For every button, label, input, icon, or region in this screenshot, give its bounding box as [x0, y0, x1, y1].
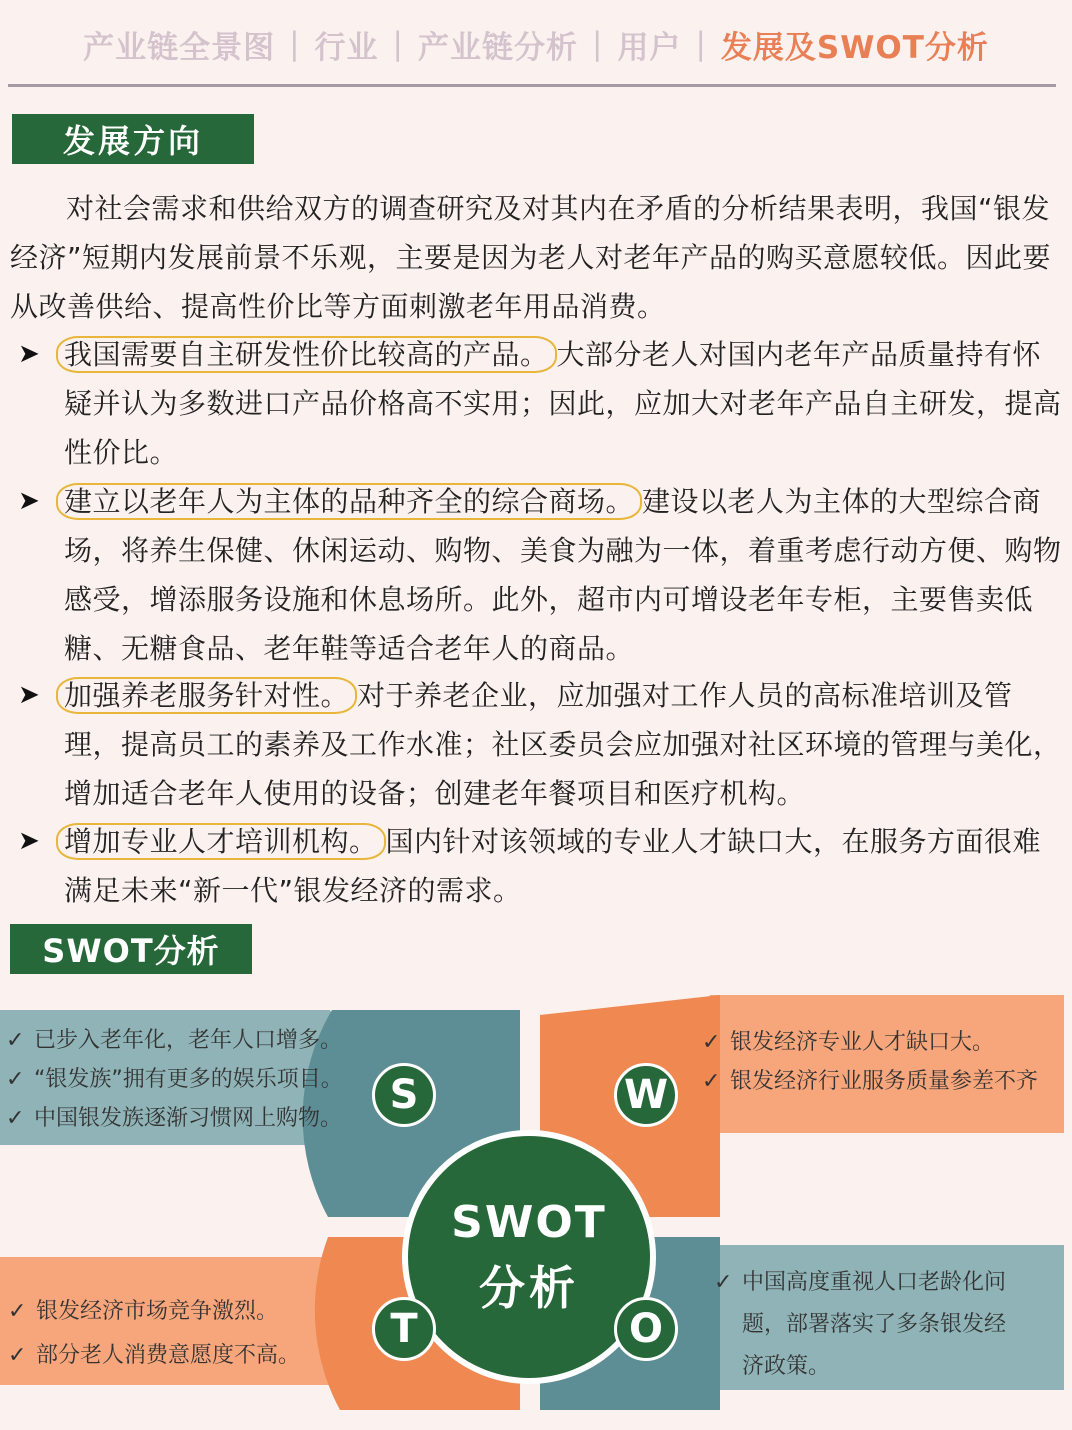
arrow-bullet-icon: ➤	[18, 339, 41, 369]
nav-separator: |	[591, 26, 604, 62]
check-icon: ✓	[8, 1343, 27, 1368]
nav-divider	[8, 84, 1056, 87]
w-letter-badge: W	[614, 1063, 678, 1127]
nav-separator: |	[289, 26, 301, 62]
o-letter-badge: O	[614, 1297, 678, 1361]
highlighted-phrase: 增加专业人才培训机构。	[56, 823, 386, 860]
opportunity-item-continued: 题，部署落实了多条银发经	[742, 1312, 1007, 1337]
center-subtitle: 分析	[479, 1260, 579, 1315]
tab-users[interactable]: 用户	[617, 29, 682, 66]
opportunity-item-continued: 济政策。	[742, 1354, 831, 1379]
threat-item: ✓ 银发经济市场竞争激烈。	[8, 1290, 300, 1334]
bullet-text: 对于养老企业，应加强对工作人员的高标准培训及管理，提高员工的素养及工作水准；社区委员会应加强对社区环境的管理与美化，增加适合老年人使用的设备；创建老年餐项目和医疗机构。	[64, 679, 1062, 810]
tab-industry-chain-map[interactable]: 产业链全景图	[83, 29, 276, 66]
bullet-item	[18, 817, 1062, 915]
weakness-item: ✓ 银发经济行业服务质量参差不齐	[702, 1062, 1038, 1101]
tab-industry[interactable]: 行业	[314, 29, 379, 66]
bullet-text: 建设以老人为主体的大型综合商场，将养生保健、休闲运动、购物、美食为融为一体，着重考虑行动方便、购物感受，增添服务设施和休息场所。此外，超市内可增设老年专柜，主要售卖低糖、无糖食品、老年鞋等适合老年人的商品。	[64, 485, 1062, 665]
intro-paragraph: 对社会需求和供给双方的调查研究及对其内在矛盾的分析结果表明，我国“银发经济”短期内发展前景不乐观，主要是因为老人对老年产品的购买意愿较低。因此要从改善供给、提高性价比等方面刺激老年用品消费。	[10, 192, 1052, 323]
section-title-swot: SWOT分析	[10, 924, 252, 974]
check-icon: ✓	[702, 1069, 721, 1094]
check-icon: ✓	[714, 1270, 733, 1295]
highlighted-phrase: 建立以老年人为主体的品种齐全的综合商场。	[56, 483, 642, 520]
bullet-item	[18, 671, 1062, 818]
center-title: SWOT	[451, 1196, 607, 1248]
bullet-item	[18, 477, 1062, 673]
strengths-list	[6, 1021, 343, 1138]
strength-item: ✓ “银发族”拥有更多的娱乐项目。	[6, 1060, 343, 1099]
check-icon: ✓	[6, 1106, 25, 1131]
check-icon: ✓	[6, 1028, 25, 1053]
highlighted-phrase: 加强养老服务针对性。	[56, 677, 357, 714]
arrow-bullet-icon: ➤	[18, 680, 41, 710]
top-nav	[0, 14, 1072, 74]
check-icon: ✓	[8, 1299, 27, 1324]
t-letter-badge: T	[372, 1297, 436, 1361]
tab-chain-analysis[interactable]: 产业链分析	[417, 29, 578, 66]
weaknesses-list	[702, 1023, 1038, 1101]
s-letter-badge: S	[372, 1063, 436, 1127]
arrow-bullet-icon: ➤	[18, 826, 41, 856]
bullet-text: 大部分老人对国内老年产品质量持有怀疑并认为多数进口产品价格高不实用；因此，应加大对老年产品自主研发，提高性价比。	[64, 338, 1062, 469]
bullet-text: 国内针对该领域的专业人才缺口大，在服务方面很难满足未来“新一代”银发经济的需求。	[64, 825, 1042, 907]
nav-separator: |	[392, 26, 404, 62]
threats-list	[8, 1290, 300, 1378]
highlighted-phrase: 我国需要自主研发性价比较高的产品。	[56, 336, 557, 373]
check-icon: ✓	[702, 1030, 721, 1055]
opportunity-item: ✓ 中国高度重视人口老龄化问	[714, 1262, 1006, 1304]
check-icon: ✓	[6, 1067, 25, 1092]
weakness-item: ✓ 银发经济专业人才缺口大。	[702, 1023, 1038, 1062]
opportunities-list	[714, 1262, 1006, 1388]
nav-separator: |	[695, 26, 707, 62]
tab-swot-analysis[interactable]: 发展及SWOT分析	[720, 29, 989, 66]
bullet-item	[18, 330, 1062, 477]
strength-item: ✓ 已步入老年化，老年人口增多。	[6, 1021, 343, 1060]
section-title-development: 发展方向	[12, 114, 254, 164]
strength-item: ✓ 中国银发族逐渐习惯网上购物。	[6, 1099, 343, 1138]
threat-item: ✓ 部分老人消费意愿度不高。	[8, 1334, 300, 1378]
arrow-bullet-icon: ➤	[18, 486, 41, 516]
